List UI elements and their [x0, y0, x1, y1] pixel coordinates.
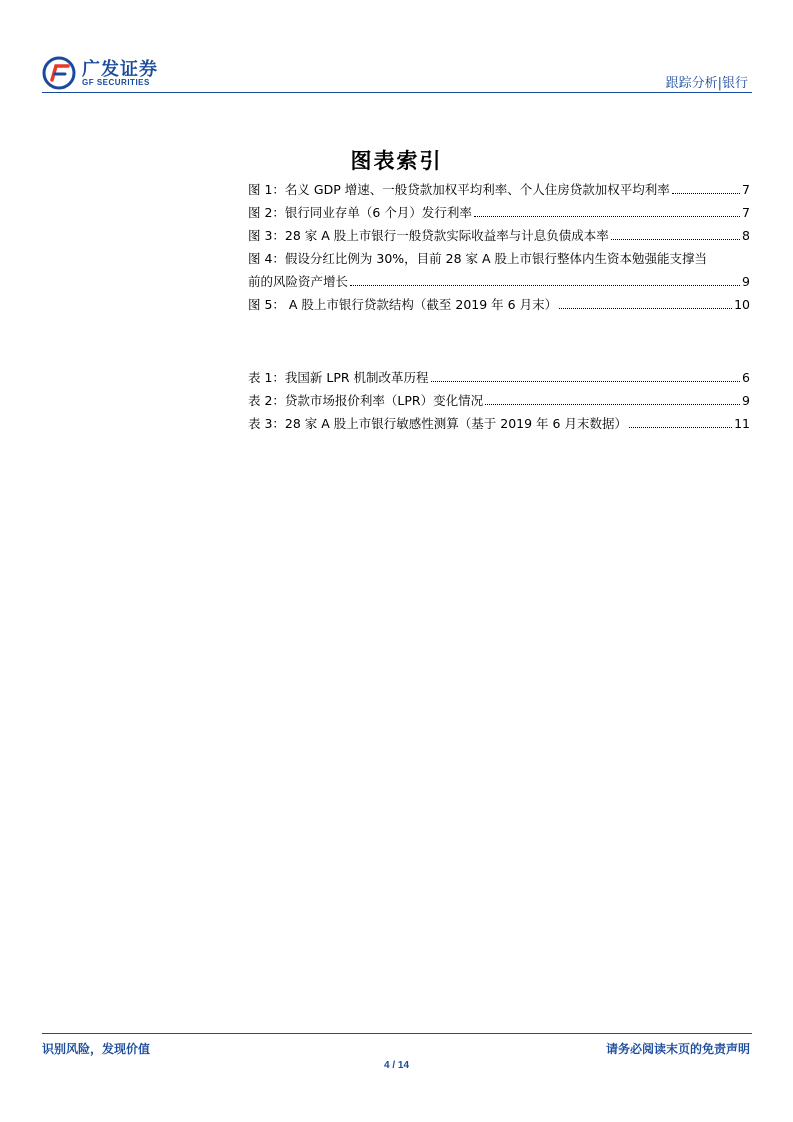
toc-entry-text: 图 5： A 股上市银行贷款结构（截至 2019 年 6 月末） [248, 297, 558, 312]
toc-leader-dots [474, 216, 740, 217]
gf-securities-logo [42, 52, 192, 92]
toc-page-number: 9 [742, 274, 750, 289]
toc-entry-table-2[interactable] [248, 389, 750, 412]
footer-slogan: 识别风险，发现价值 [42, 1042, 151, 1056]
toc-entry-text: 表 3：28 家 A 股上市银行敏感性测算（基于 2019 年 6 月末数据） [248, 416, 627, 431]
toc-leader-dots [431, 381, 740, 382]
toc-entry-text-line1: 图 4：假设分红比例为 30%，目前 28 家 A 股上市银行整体内生资本勉强能支撑当 [248, 251, 708, 266]
toc-leader-dots [350, 285, 740, 286]
toc-entry-figure-5[interactable] [248, 293, 750, 316]
toc-entry-text: 表 2：贷款市场报价利率（LPR）变化情况 [248, 393, 484, 408]
toc-entry-table-3[interactable] [248, 412, 750, 435]
toc-leader-dots [629, 427, 732, 428]
toc-entry-figure-1[interactable] [248, 178, 750, 201]
table-index [248, 366, 750, 435]
toc-page-number: 7 [742, 182, 750, 197]
logo-text-en: GF SECURITIES [82, 78, 150, 87]
toc-entry-text: 图 2：银行同业存单（6 个月）发行利率 [248, 205, 472, 220]
toc-page-number: 9 [742, 393, 750, 408]
toc-page-number: 8 [742, 228, 750, 243]
toc-leader-dots [611, 239, 740, 240]
toc-entry-text: 图 3：28 家 A 股上市银行一般贷款实际收益率与计息负债成本率 [248, 228, 609, 243]
gf-logo-icon [42, 56, 76, 90]
page-title: 图表索引 [350, 148, 443, 173]
toc-leader-dots [559, 308, 732, 309]
toc-page-number: 6 [742, 370, 750, 385]
footer-divider [42, 1033, 752, 1034]
toc-entry-text: 图 1：名义 GDP 增速、一般贷款加权平均利率、个人住房贷款加权平均利率 [248, 182, 670, 197]
toc-entry-text: 表 1：我国新 LPR 机制改革历程 [248, 370, 429, 385]
report-section-label: 跟踪分析|银行 [665, 76, 748, 91]
toc-page-number: 7 [742, 205, 750, 220]
toc-entry-text-line2: 前的风险资产增长 [248, 274, 349, 289]
toc-page-number: 11 [734, 416, 750, 431]
footer-disclaimer-note: 请务必阅读末页的免责声明 [605, 1042, 750, 1056]
header-divider [42, 92, 752, 93]
toc-entry-figure-3[interactable] [248, 224, 750, 247]
toc-leader-dots [672, 193, 740, 194]
toc-entry-figure-2[interactable] [248, 201, 750, 224]
page-number: 4 / 14 [383, 1060, 410, 1071]
page-header [42, 52, 752, 92]
toc-leader-dots [485, 404, 740, 405]
logo-text-cn: 广发证券 [82, 59, 158, 80]
toc-page-number: 10 [734, 297, 750, 312]
toc-entry-figure-4[interactable] [248, 247, 750, 293]
toc-entry-table-1[interactable] [248, 366, 750, 389]
figure-index [248, 178, 750, 316]
